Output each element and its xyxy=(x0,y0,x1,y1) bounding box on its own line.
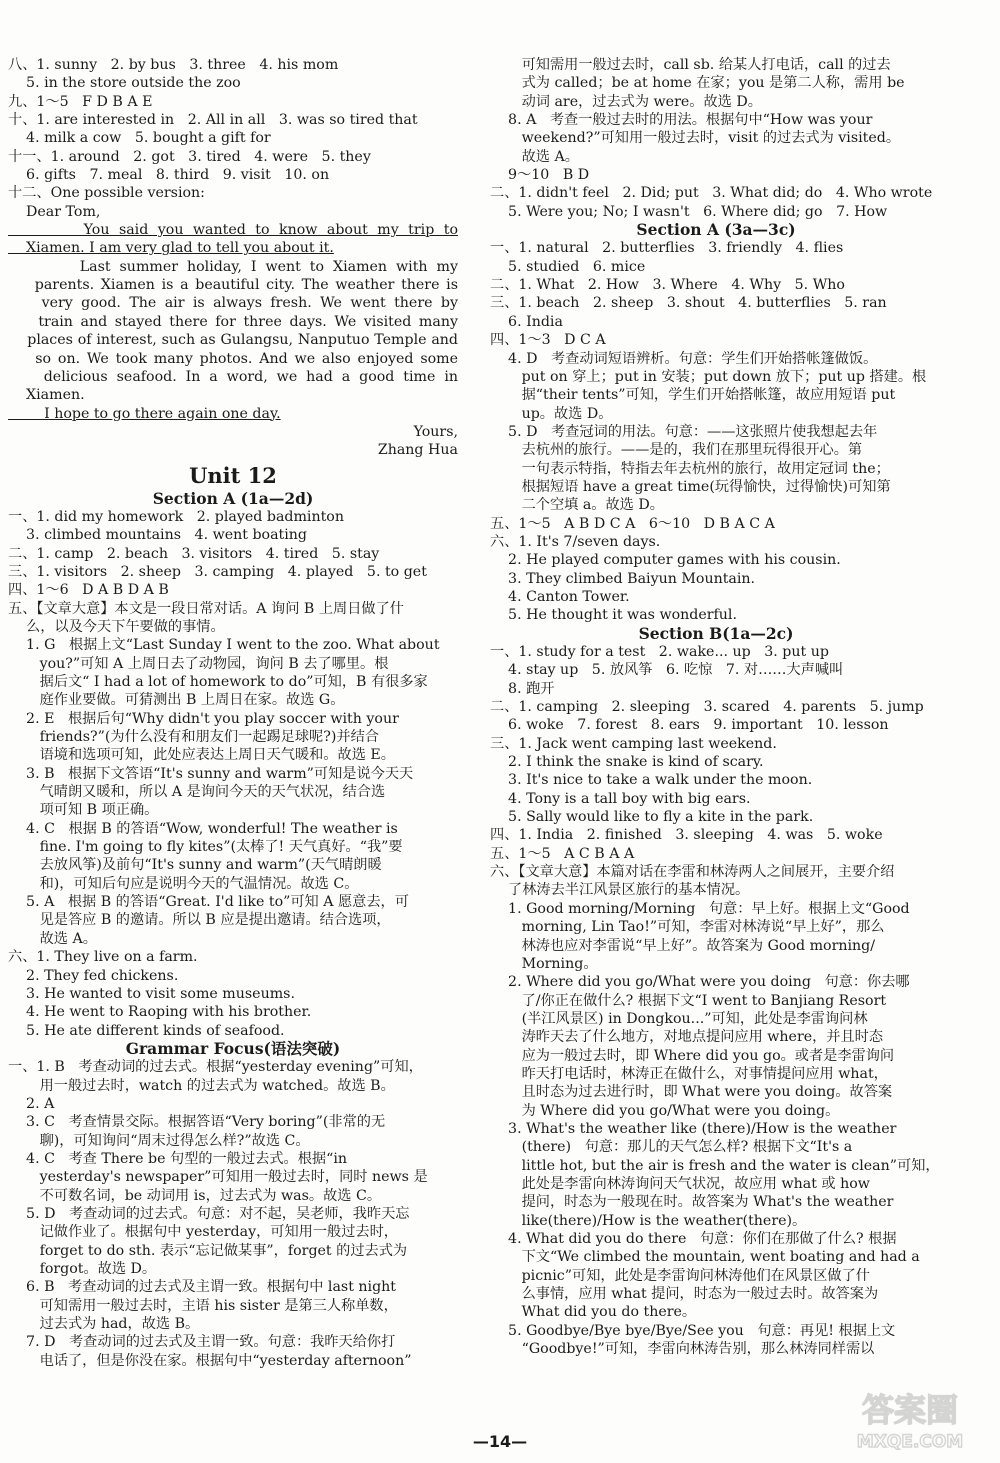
text-line: What did you do there。 xyxy=(490,1304,697,1321)
text-line: 了林涛去半江风景区旅行的基本情况。 xyxy=(490,882,750,899)
text-line: 4. C 考查 There be 句型的一般过去式。根据“in xyxy=(8,1150,348,1167)
text-line: train and stayed there for three days. We visited many xyxy=(8,313,458,330)
text-line: 4. D 考查动词短语辨析。句意：学生们开始搭帐篷做饭。 xyxy=(490,350,878,367)
text-line: 么事情，应用 what 提问，时态为一般过去时。故答案为 xyxy=(490,1286,879,1303)
text-line: 二、1. didn't feel 2. Did; put 3. What did; do 4. Who wrote xyxy=(490,185,933,202)
text-line: 且时态为过去进行时，即 What were you doing。故答案 xyxy=(490,1084,893,1101)
text-line: 六、1. They live on a farm. xyxy=(8,949,198,966)
unit-title: Unit 12 xyxy=(189,462,277,488)
text-line: 2. I think the snake is kind of scary. xyxy=(490,754,764,771)
text-line: delicious seafood. In a word, we had a good time in xyxy=(8,368,458,385)
text-line: 一句表示特指，特指去年去杭州的旅行，故用定冠词 the； xyxy=(490,460,890,477)
text-line: 4. What did you do there 句意：你们在那做了什么? 根据 xyxy=(490,1231,897,1247)
text-line: I hope to go there again one day. xyxy=(8,405,281,422)
text-line: 电话了，但是你没在家。根据句中“yesterday afternoon” xyxy=(8,1352,412,1369)
text-line: like(there)/How is the weather(there)。 xyxy=(490,1212,807,1229)
watermark-title: 答案圈 xyxy=(861,1391,959,1429)
text-line: 提问，时态为一般现在时。故答案为 What's the weather xyxy=(490,1194,894,1211)
text-line: parents. Xiamen is a beautiful city. The weather there is xyxy=(8,277,458,294)
text-line: 动词 are，过去式为 were。故选 D。 xyxy=(490,93,762,110)
text-line: 了/你正在做什么? 根据下文“I went to Banjiang Resort xyxy=(490,992,887,1009)
text-line: 4. stay up 5. 放风筝 6. 吃惊 7. 对……大声喊叫 xyxy=(490,662,844,679)
text-line: (半江风景区) in Dongkou...”可知，此处是李雷询问林 xyxy=(490,1010,868,1027)
text-line: 据“their tents”可知，学生们开始搭帐篷，故应用短语 put xyxy=(490,387,896,404)
text-line: 2. A xyxy=(8,1095,55,1112)
text-line: fine. I'm going to fly kites”(太棒了! 天气真好。“我”要 xyxy=(8,839,403,856)
text-line: 二、1. camp 2. beach 3. visitors 4. tired 5. stay xyxy=(8,545,380,562)
text-line: 十、1. are interested in 2. All in all 3. was so tired that xyxy=(8,112,418,129)
left-column xyxy=(8,56,458,1370)
text-line: 式为 called；be at home 在家；you 是第二人称，需用 be xyxy=(490,75,905,92)
text-line: 4. Tony is a tall boy with big ears. xyxy=(490,790,751,807)
text-line: 4. He went to Raoping with his brother. xyxy=(8,1004,312,1021)
text-line: 庭作业要做。可猜测出 B 上周日在家。故选 G。 xyxy=(8,692,345,709)
text-line: little hot, but the air is fresh and the water is clean”可知， xyxy=(490,1157,940,1174)
text-line: put on 穿上；put in 安装；put down 放下；put up 搭建。根 xyxy=(490,368,927,385)
text-line: 下文“We climbed the mountain, went boating and had a xyxy=(490,1249,920,1266)
text-line: 一、1. B 考查动词的过去式。根据“yesterday evening”可知， xyxy=(8,1059,423,1076)
text-line: 六、1. It's 7/seven days. xyxy=(490,533,661,550)
text-line: 5. A 根据 B 的答语“Great. I'd like to”可知 A 愿意去，可 xyxy=(8,894,409,911)
watermark-logo xyxy=(830,1385,990,1455)
text-line: 二、1. camping 2. sleeping 3. scared 4. parents 5. jump xyxy=(490,699,924,716)
text-line: 1. G 根据上文“Last Sunday I went to the zoo. What about xyxy=(8,637,440,654)
text-line: Xiamen. xyxy=(8,387,85,404)
text-line: yesterday's newspaper”可知用一般过去时，同时 news 是 xyxy=(8,1169,428,1186)
text-line: 去放风筝)及前句“It's sunny and warm”(天气晴朗暖 xyxy=(8,857,382,874)
text-line: 4. C 根据 B 的答语“Wow, wonderful! The weather is xyxy=(8,820,398,837)
text-line: 5. Sally would like to fly a kite in the park. xyxy=(490,809,814,826)
text-line: 八、1. sunny 2. by bus 3. three 4. his mom xyxy=(8,57,339,73)
text-line: 5. Goodbye/Bye bye/Bye/See you 句意：再见! 根据上文 xyxy=(490,1322,896,1339)
section-heading: Section B(1a—2c) xyxy=(638,624,794,643)
text-line: 语境和选项可知，此处应表达上周日天气暖和。故选 E。 xyxy=(8,747,395,764)
text-line: 用一般过去时，watch 的过去式为 watched。故选 B。 xyxy=(8,1077,395,1094)
text-line: 5. D 考查冠词的用法。句意：——这张照片使我想起去年 xyxy=(490,423,878,440)
text-line: “Goodbye!”可知，李雷向林涛告别，那么林涛同样需以 xyxy=(490,1341,875,1358)
text-line: 9～10 B D xyxy=(490,167,590,184)
text-line: 九、1～5 F D B A E xyxy=(8,93,153,110)
text-line: 3. What's the weather like (there)/How is the weather xyxy=(490,1120,897,1137)
text-line: 5. studied 6. mice xyxy=(490,258,646,275)
text-line: 聊)，可知询问“周末过得怎么样?”故选 C。 xyxy=(8,1132,310,1149)
text-line: 3. He wanted to visit some museums. xyxy=(8,985,295,1002)
text-line: 6. India xyxy=(490,313,563,330)
text-line: 涛昨天去了什么地方，对地点提问应用 where，并且时态 xyxy=(490,1029,884,1046)
text-line: so on. We took many photos. And we also enjoyed some xyxy=(8,350,458,367)
text-line: forget to do sth. 表示“忘记做某事”，forget 的过去式为 xyxy=(8,1242,408,1259)
text-line: Dear Tom, xyxy=(8,203,101,220)
text-line: Yours, xyxy=(413,423,458,440)
text-line: 五、1～5 A C B A A xyxy=(490,845,635,862)
text-line: 8. A 考查一般过去时的用法。根据句中“How was your xyxy=(490,112,873,129)
text-line: 四、1. India 2. finished 3. sleeping 4. was 5. woke xyxy=(490,827,883,844)
text-line: 故选 A。 xyxy=(490,148,579,165)
text-line: 过去式为 had，故选 B。 xyxy=(8,1316,200,1333)
text-line: 三、1. visitors 2. sheep 3. camping 4. played 5. to get xyxy=(8,563,427,580)
section-heading: Section A (3a—3c) xyxy=(636,221,796,240)
text-line: forgot。故选 D。 xyxy=(8,1261,157,1277)
text-line: weekend?”可知用一般过去时，visit 的过去式为 visited。 xyxy=(490,130,901,147)
text-line: 一、1. did my homework 2. played badminton xyxy=(8,508,344,525)
text-line: You said you wanted to know about my trip to xyxy=(8,222,458,239)
text-line: 十一、1. around 2. got 3. tired 4. were 5. they xyxy=(8,148,371,165)
text-line: 项可知 B 项正确。 xyxy=(8,802,159,819)
text-line: 2. He played computer games with his cousin. xyxy=(490,552,841,569)
text-line: Zhang Hua xyxy=(377,442,458,459)
text-line: 3. B 根据下文答语“It's sunny and warm”可知是说今天天 xyxy=(8,765,414,782)
text-line: 5. He thought it was wonderful. xyxy=(490,607,737,624)
text-line: 6. woke 7. forest 8. ears 9. important 10. lesson xyxy=(490,717,889,734)
text-line: 2. E 根据后句“Why didn't you play soccer with your xyxy=(8,710,399,727)
text-line: 应为一般过去时，即 Where did you go。或者是李雷询问 xyxy=(490,1047,895,1064)
text-line: 六、【文章大意】本篇对话在李雷和林涛两人之间展开，主要介绍 xyxy=(490,864,895,881)
text-line: 根据短语 have a great time(玩得愉快，过得愉快)可知第 xyxy=(490,478,891,495)
text-line: 7. D 考查动词的过去式及主谓一致。句意：我昨天给你打 xyxy=(8,1334,396,1351)
text-line: 3. They climbed Baiyun Mountain. xyxy=(490,570,756,587)
text-line: 么，以及今天下午要做的事情。 xyxy=(8,618,225,635)
text-line: 二个空填 a。故选 D。 xyxy=(490,497,664,514)
text-line: 6. gifts 7. meal 8. third 9. visit 10. on xyxy=(8,167,330,184)
text-line: 可知需用一般过去时，call sb. 给某人打电话，call 的过去 xyxy=(490,57,891,73)
text-line: 去杭州的旅行。——是的，我们在那里玩得很开心。第 xyxy=(490,442,863,459)
text-line: Xiamen. I am very glad to tell you about it. xyxy=(8,240,334,257)
watermark-subtext: MXQE.COM xyxy=(856,1432,964,1452)
text-line: Last summer holiday, I went to Xiamen with my xyxy=(8,258,458,275)
text-line: (there) 句意：那儿的天气怎么样? 根据下文“It's a xyxy=(490,1139,853,1156)
text-line: 一、1. natural 2. butterflies 3. friendly 4. flies xyxy=(490,240,844,257)
text-line: 气晴朗又暖和，所以 A 是询问今天的天气状况，结合选 xyxy=(8,784,386,801)
text-line: 昨天打电话时，林涛正在做什么，对事情提问应用 what， xyxy=(490,1065,888,1082)
text-line: 记做作业了。根据句中 yesterday，可知用一般过去时， xyxy=(8,1224,398,1241)
text-line: 四、1～6 D A B D A B xyxy=(8,582,169,599)
text-line: 3. It's nice to take a walk under the moon. xyxy=(490,772,813,789)
text-line: 可知需用一般过去时，主语 his sister 是第三人称单数， xyxy=(8,1297,398,1314)
text-line: 5. Were you; No; I wasn't 6. Where did; go 7. How xyxy=(490,203,888,220)
text-line: 四、1～3 D C A xyxy=(490,332,606,349)
text-line: 见是答应 B 的邀请。所以 B 应是提出邀请。结合选项， xyxy=(8,912,391,929)
text-line: 5. in the store outside the zoo xyxy=(8,75,241,92)
text-line: 不可数名词，be 动词用 is，过去式为 was。故选 C。 xyxy=(8,1187,382,1204)
text-line: 一、1. study for a test 2. wake... up 3. put up xyxy=(490,644,829,660)
text-line: you?”可知 A 上周日去了动物园，询问 B 去了哪里。根 xyxy=(8,655,389,672)
text-line: friends?”(为什么没有和朋友们一起踢足球呢?)并结合 xyxy=(8,729,379,746)
text-line: 5. D 考查动词的过去式。句意：对不起，吴老师，我昨天忘 xyxy=(8,1205,410,1222)
text-line: Morning。 xyxy=(490,955,598,972)
right-column xyxy=(490,56,942,1358)
text-line: 2. They fed chickens. xyxy=(8,967,179,984)
text-line: 二、1. What 2. How 3. Where 4. Why 5. Who xyxy=(490,277,845,294)
text-line: very good. The air is always fresh. We went there by xyxy=(8,295,458,312)
text-line: 为 Where did you go/What were you doing。 xyxy=(490,1102,840,1119)
text-line: 五、【文章大意】本文是一段日常对话。A 询问 B 上周日做了什 xyxy=(8,600,404,617)
text-line: 五、1～5 A B D C A 6～10 D B A C A xyxy=(490,515,775,532)
section-heading: Grammar Focus(语法突破) xyxy=(125,1039,341,1058)
text-line: 8. 跑开 xyxy=(490,680,555,697)
text-line: places of interest, such as Gulangsu, Nanputuo Temple and xyxy=(8,332,458,349)
text-line: picnic”可知，此处是李雷询问林涛他们在风景区做了什 xyxy=(490,1267,870,1284)
text-line: 6. B 考查动词的过去式及主谓一致。根据句中 last night xyxy=(8,1279,397,1296)
text-line: 据后文“ I had a lot of homework to do”可知，B 有很多家 xyxy=(8,674,428,690)
text-line: 3. C 考查情景交际。根据答语“Very boring”(非常的无 xyxy=(8,1114,386,1131)
text-line: 4. Canton Tower. xyxy=(490,588,630,605)
page-number: —14— xyxy=(472,1432,528,1451)
text-line: 三、1. Jack went camping last weekend. xyxy=(490,735,777,752)
text-line: 3. climbed mountains 4. went boating xyxy=(8,527,308,544)
text-line: up。故选 D。 xyxy=(490,405,613,422)
text-line: 故选 A。 xyxy=(8,930,97,947)
text-line: 和)，可知后句应是说明今天的气温情况。故选 C。 xyxy=(8,875,359,892)
text-line: 此处是李雷向林涛询问天气状况，故应用 what 或 how xyxy=(490,1175,870,1192)
text-line: 十二、One possible version: xyxy=(8,185,205,202)
text-line: morning, Lin Tao!”可知，李雷对林涛说“早上好”，那么 xyxy=(490,919,885,936)
text-line: 2. Where did you go/What were you doing 句意：你去哪 xyxy=(490,974,910,991)
text-line: 1. Good morning/Morning 句意：早上好。根据上文“Good xyxy=(490,900,910,917)
text-line: 林涛也应对李雷说“早上好”。故答案为 Good morning/ xyxy=(490,937,876,954)
section-heading: Section A (1a—2d) xyxy=(152,489,314,508)
text-line: 4. milk a cow 5. bought a gift for xyxy=(8,130,271,147)
text-line: 5. He ate different kinds of seafood. xyxy=(8,1022,285,1039)
text-line: 三、1. beach 2. sheep 3. shout 4. butterflies 5. ran xyxy=(490,295,887,312)
